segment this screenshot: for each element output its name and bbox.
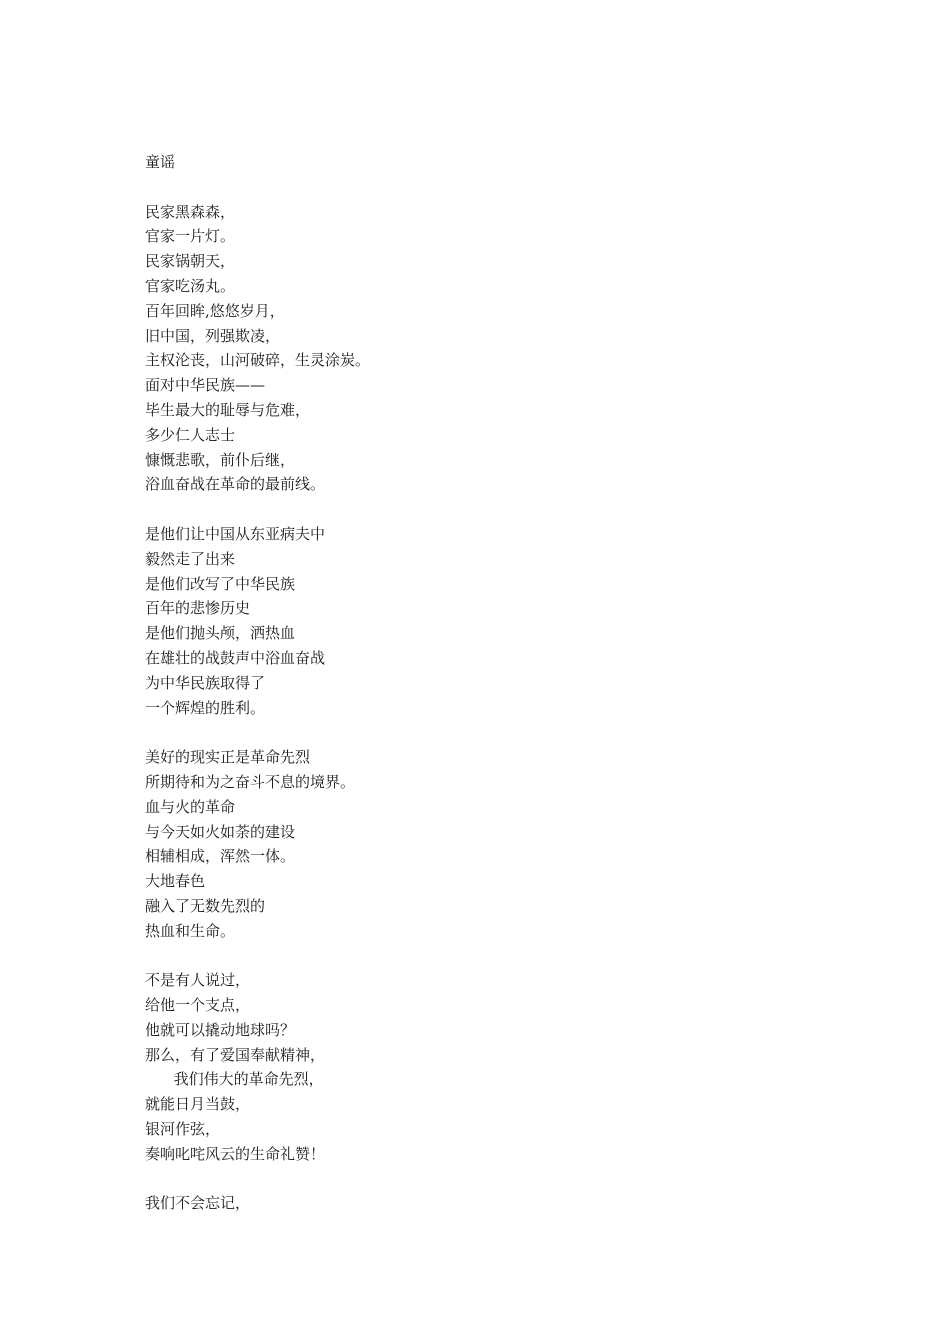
poem-line: 旧中国，列强欺凌， bbox=[145, 326, 281, 345]
poem-line: 那么，有了爱国奉献精神， bbox=[145, 1045, 326, 1064]
poem-line: 与今天如火如荼的建设 bbox=[145, 822, 296, 841]
poem-line: 大地春色 bbox=[145, 872, 206, 891]
document-page bbox=[145, 150, 845, 1216]
poem-line: 融入了无数先烈的 bbox=[145, 896, 266, 915]
poem-line: 银河作弦， bbox=[145, 1120, 221, 1139]
poem-line: 他就可以撬动地球吗？ bbox=[145, 1020, 296, 1039]
stanza bbox=[145, 968, 845, 1166]
poem-line: 慷慨悲歌，前仆后继， bbox=[145, 450, 296, 469]
poem-line: 不是有人说过， bbox=[145, 971, 251, 990]
poem-line: 多少仁人志士 bbox=[145, 425, 236, 444]
poem-line: 毅然走了出来 bbox=[145, 549, 236, 568]
poem-line: 是他们改写了中华民族 bbox=[145, 574, 296, 593]
poem-line: 是他们让中国从东亚病夫中 bbox=[145, 524, 326, 543]
stanza bbox=[145, 1191, 845, 1216]
poem-line: 民家锅朝天， bbox=[145, 252, 236, 271]
poem-line: 热血和生命。 bbox=[145, 921, 236, 940]
stanza-gap bbox=[145, 497, 845, 522]
poem-line: 给他一个支点， bbox=[145, 996, 251, 1015]
poem-line: 浴血奋战在革命的最前线。 bbox=[145, 475, 326, 494]
poem-line: 在雄壮的战鼓声中浴血奋战 bbox=[145, 648, 326, 667]
poem-line: 血与火的革命 bbox=[145, 797, 236, 816]
stanza bbox=[145, 200, 845, 498]
stanza-gap bbox=[145, 944, 845, 969]
poem-line: 百年的悲惨历史 bbox=[145, 599, 251, 618]
poem-line: 美好的现实正是革命先烈 bbox=[145, 748, 311, 767]
poem-line: 百年回眸,悠悠岁月， bbox=[145, 301, 285, 320]
poem-line: 毕生最大的耻辱与危难， bbox=[145, 400, 311, 419]
stanza bbox=[145, 522, 845, 720]
poem-line: 所期待和为之奋斗不息的境界。 bbox=[145, 772, 356, 791]
poem-line: 我们不会忘记， bbox=[145, 1194, 251, 1213]
poem-title: 童谣 bbox=[145, 153, 176, 171]
stanza-gap bbox=[145, 1167, 845, 1192]
poem-line: 相辅相成，浑然一体。 bbox=[145, 847, 296, 866]
poem-line: 面对中华民族—— bbox=[145, 376, 266, 395]
poem-line: 官家吃汤丸。 bbox=[145, 276, 236, 295]
stanza-gap bbox=[145, 720, 845, 745]
poem-line: 官家一片灯。 bbox=[145, 227, 236, 246]
poem-line: 是他们抛头颅，洒热血 bbox=[145, 624, 296, 643]
poem-body bbox=[145, 200, 845, 1217]
stanza bbox=[145, 745, 845, 943]
poem-line: 一个辉煌的胜利。 bbox=[145, 698, 266, 717]
poem-line: 民家黑森森， bbox=[145, 202, 236, 221]
poem-line: 我们伟大的革命先烈， bbox=[145, 1070, 324, 1089]
poem-line: 就能日月当鼓， bbox=[145, 1095, 251, 1114]
poem-line: 为中华民族取得了 bbox=[145, 673, 266, 692]
poem-line: 主权沦丧，山河破碎，生灵涂炭。 bbox=[145, 351, 371, 370]
stanza-gap bbox=[145, 175, 845, 200]
poem-line: 奏响叱咤风云的生命礼赞！ bbox=[145, 1144, 326, 1163]
